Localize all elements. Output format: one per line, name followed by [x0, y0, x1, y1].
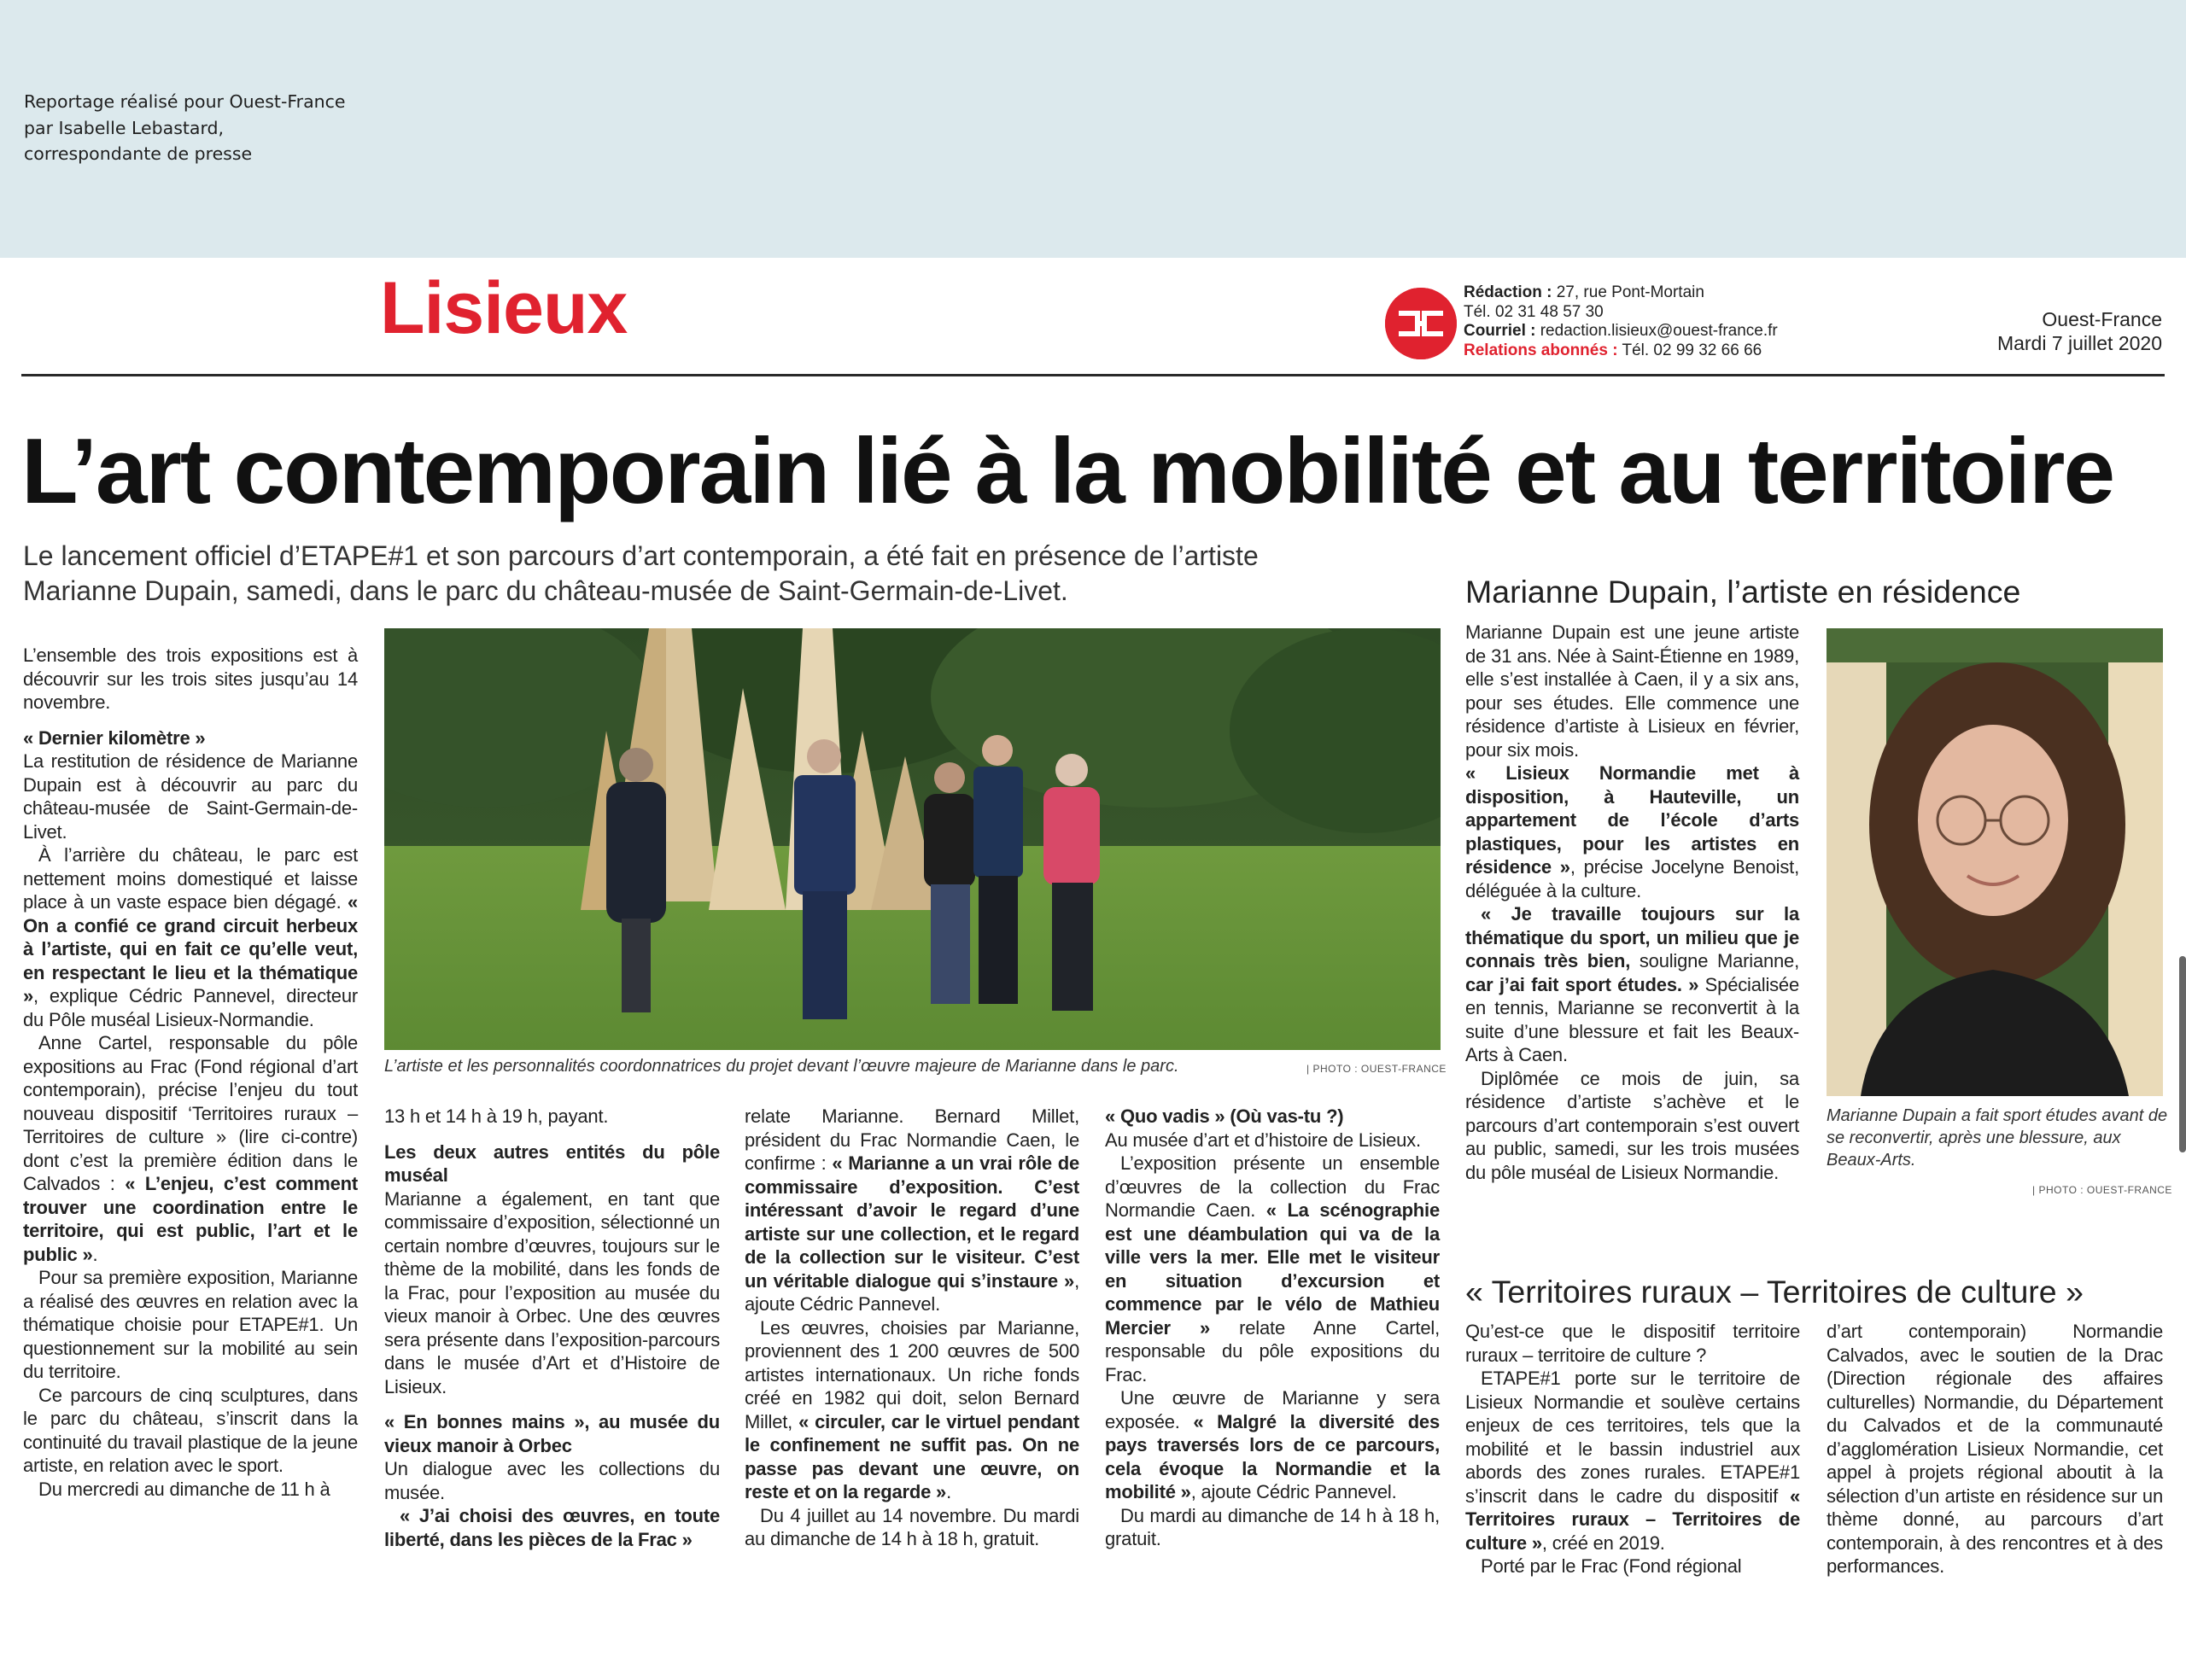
sidebar-territories-column-2 — [1827, 1320, 2163, 1578]
paragraph: Porté par le Frac (Fond régional — [1481, 1555, 1742, 1577]
paragraph — [1105, 1386, 1440, 1504]
quote: « Malgré la diversité des pays traversés lors de ce parcours, cela évoque la Normandie et la mobilité » — [1105, 1410, 1441, 1502]
text: . — [92, 1243, 98, 1265]
text: souligne Marianne, — [1639, 950, 1800, 971]
report-credit — [24, 89, 346, 167]
article-lede: Le lancement officiel d’ETAPE#1 et son parcours d’art contemporain, a été fait en présence de l’artiste Marianne Dupain, samedi, dans le parc du château-musée de Saint-Germain-de-Livet. — [23, 540, 1259, 606]
contact-email: redaction.lisieux@ouest-france.fr — [1535, 322, 1778, 340]
paragraph: Pour sa première exposition, Marianne a réalisé des œuvres en relation avec la thématique choisie pour ETAPE#1. Un questionnement sur la mobilité au sein du territoire. — [23, 1267, 358, 1382]
text: , ajoute Cédric Pannevel. — [1190, 1481, 1397, 1502]
text: relate Anne Cartel, responsable du pôle expositions du Frac. — [1105, 1316, 1440, 1385]
main-photo — [384, 628, 1441, 1050]
text: Une œuvre de Marianne y sera exposée. — [1105, 1387, 1440, 1432]
subheading: « Quo vadis » (Où vas-tu ?) — [1105, 1105, 1344, 1127]
paragraph: La restitution de résidence de Marianne Dupain est à découvrir au parc du château-musée de Saint-Germain-de-Livet. — [23, 750, 358, 843]
publication-date: Mardi 7 juillet 2020 — [1996, 332, 2162, 354]
paragraph — [23, 1031, 358, 1266]
paragraph — [1465, 761, 1799, 902]
section-city-title: Lisieux — [380, 267, 628, 349]
quote: « L’enjeu, c’est comment trouver une coordination entre le territoire, qui est public, l’art et le public » — [23, 1173, 358, 1265]
sidebar-territories-column-1 — [1465, 1320, 1800, 1578]
paragraph: Ce parcours de cinq sculptures, dans le parc du château, s’inscrit dans la continuité du travail plastique de la jeune artiste, en relation avec le sport. — [23, 1384, 358, 1476]
text: À l’arrière du château, le parc est nettement moins domestiqué et laisse place à un vaste espace bien dégagé. — [23, 844, 358, 913]
sidebar-artist-text — [1465, 621, 1799, 1184]
paragraph — [745, 1105, 1079, 1316]
text: relate Marianne. Bernard Millet, président du Frac Normandie Caen, le confirme : — [745, 1105, 1079, 1174]
artist-portrait-photo — [1827, 628, 2163, 1096]
scrollbar-thumb[interactable] — [2179, 956, 2186, 1152]
quote: « Territoires ruraux – Territoires de culture » — [1465, 1485, 1800, 1554]
contact-address: 27, rue Pont-Mortain — [1552, 283, 1704, 301]
text: Les œuvres, choisies par Marianne, proviennent des 1 200 œuvres de 500 artistes internationaux. Un riche fonds créé en 1982 qui doit, selon Bernard Millet, — [745, 1316, 1079, 1432]
contact-label: Rédaction : — [1464, 283, 1552, 301]
quote: « La scénographie est une déambulation qui va de la ville vers la mer. Elle met le visiteur en situation d’excursion et commence par le vélo de Mathieu Mercier » — [1105, 1199, 1440, 1339]
paragraph — [1465, 902, 1799, 1067]
publication-info — [1997, 307, 2162, 355]
masthead-divider — [21, 374, 2165, 376]
paragraph: Un dialogue avec les collections du musée. — [384, 1458, 720, 1503]
credit-line: correspondante de presse — [24, 143, 253, 164]
sidebar-heading-artist: Marianne Dupain, l’artiste en résidence — [1465, 574, 2021, 610]
text: L’exposition présente un ensemble d’œuvres de la collection du Frac Normandie Caen. — [1105, 1152, 1440, 1221]
paragraph: Du mercredi au dimanche de 11 h à — [38, 1478, 330, 1500]
text: Anne Cartel, responsable du pôle expositions au Frac (Fond régional d’art contemporain), précise l’enjeu du tout nouveau dispositif ‘Territoires ruraux – Territoires de culture » (lire ci-contre) dont c’est la première édition dans le Calvados : — [23, 1032, 358, 1194]
publication-name: Ouest-France — [2042, 308, 2162, 330]
subheading: « En bonnes mains », au musée du vieux manoir à Orbec — [384, 1411, 720, 1456]
quote: « Marianne a un vrai rôle de commissaire d’exposition. C’est intéressant d’avoir le regard d’une artiste sur une collection, et le regard de la collection sur le visiteur. C’est un véritable dialogue qui s’instaure » — [745, 1152, 1079, 1292]
text: ETAPE#1 porte sur le territoire de Lisieux Normandie et soulève certains enjeux de ces territoires, tels que la mobilité et le bassin industriel aux abords des zones rurales. ETAPE#1 s’inscrit dans le cadre du dispositif — [1465, 1368, 1800, 1507]
sidebar-heading-territories: « Territoires ruraux – Territoires de culture » — [1465, 1274, 2084, 1310]
article-column-1 — [23, 644, 358, 1501]
main-photo-credit: | PHOTO : OUEST-FRANCE — [1306, 1063, 1447, 1075]
paragraph: Marianne Dupain est une jeune artiste de 31 ans. Née à Saint-Étienne en 1989, elle s’est installée à Caen, il y a six ans, pour ses études. Elle commence une résidence d’artiste à Lisieux en février, pour six mois. — [1465, 621, 1799, 761]
paragraph: Au musée d’art et d’histoire de Lisieux. — [1105, 1129, 1421, 1151]
text: , ajoute Cédric Pannevel. — [745, 1269, 1079, 1315]
paragraph — [384, 1504, 720, 1551]
paragraph — [1465, 1367, 1800, 1555]
article-headline: L’art contemporain lié à la mobilité et au territoire — [21, 419, 2114, 523]
quote: « circuler, car le virtuel pendant le confinement ne suffit pas. On ne passe pas devant une œuvre, on reste et on la regarde » — [745, 1410, 1079, 1502]
quote: « Je travaille toujours sur la thématique du sport, un milieu que je connais très bien, — [1465, 903, 1799, 971]
article-column-3 — [745, 1105, 1079, 1551]
contact-phone: Tél. 02 31 48 57 30 — [1464, 302, 1604, 321]
paragraph — [745, 1316, 1079, 1504]
text: , créé en 2019. — [1541, 1531, 1665, 1554]
contact-label: Relations abonnés : — [1464, 341, 1618, 359]
paragraph: Diplômée ce mois de juin, sa résidence d’artiste s’achève et le parcours d’art contemporain s’est ouvert au public, samedi, sur les trois musées du pôle muséal de Lisieux Normandie. — [1465, 1067, 1799, 1183]
quote: car j’ai fait sport études. » — [1465, 973, 1699, 995]
paragraph: Du mardi au dimanche de 14 h à 18 h, gratuit. — [1105, 1504, 1440, 1549]
text: . — [946, 1481, 952, 1502]
quote: « Lisieux Normandie met à disposition, à Hauteville, un appartement de l’école d’arts plastiques, pour les artistes en résidence » — [1465, 762, 1799, 878]
paragraph: Marianne a également, en tant que commissaire d’exposition, sélectionné un certain nombre d’œuvres, toujours sur le thème de la mobilité, dans les fonds de la Frac, pour l’exposition au musée du vieux manoir à Orbec. Une des œuvres sera présente dans l’exposition-parcours dans le musée d’Art et d’Histoire de Lisieux. — [384, 1187, 720, 1397]
contact-label: Courriel : — [1464, 322, 1536, 340]
text: , précise Jocelyne Benoist, déléguée à la culture. — [1465, 856, 1799, 901]
ouest-france-logo-icon — [1385, 288, 1457, 359]
paragraph: Qu’est-ce que le dispositif territoire ruraux – territoire de culture ? — [1465, 1321, 1800, 1366]
text: Spécialisée en tennis, Marianne se reconvertit à la suite d’une blessure et fait les Beaux-Arts à Caen. — [1465, 973, 1799, 1065]
credit-line: Reportage réalisé pour Ouest-France — [24, 91, 346, 112]
quote: « On a confié ce grand circuit herbeux à l’artiste, qui en fait ce qu’elle veut, en respectant le lieu et la thématique » — [23, 891, 358, 1006]
credit-line: par Isabelle Lebastard, — [24, 117, 225, 138]
paragraph: d’art contemporain) Normandie Calvados, avec le soutien de la Drac (Direction régionale des affaires culturelles) Normandie, du Département du Calvados et de la communauté d’agglomération Lisieux Normandie, cet appel à projets régional aboutit à la sélection d’un artiste en résidence sur un thème donné, au parcours d’art contemporain, à des rencontres et à des performances. — [1827, 1321, 2163, 1577]
subheading: « Dernier kilomètre » — [23, 726, 206, 749]
text: , explique Cédric Pannevel, directeur du Pôle muséal Lisieux-Normandie. — [23, 985, 358, 1030]
quote: « J’ai choisi des œuvres, en toute liberté, dans les pièces de la Frac » — [384, 1505, 720, 1550]
portrait-credit: | PHOTO : OUEST-FRANCE — [2032, 1184, 2172, 1196]
article-column-2 — [384, 1105, 720, 1551]
paragraph: 13 h et 14 h à 19 h, payant. — [384, 1105, 609, 1127]
subheading: Les deux autres entités du pôle muséal — [384, 1140, 720, 1186]
paragraph: Du 4 juillet au 14 novembre. Du mardi au dimanche de 14 h à 18 h, gratuit. — [745, 1504, 1079, 1549]
paragraph — [1105, 1152, 1440, 1386]
main-photo-caption: L’artiste et les personnalités coordonnatrices du projet devant l’œuvre majeure de Marianne dans le parc. — [384, 1057, 1179, 1076]
article-column-4 — [1105, 1105, 1440, 1551]
paragraph: L’ensemble des trois expositions est à découvrir sur les trois sites jusqu’au 14 novembre. — [23, 645, 358, 713]
contact-subscribers-phone: Tél. 02 99 32 66 66 — [1617, 341, 1762, 359]
portrait-caption: Marianne Dupain a fait sport études avant de se reconvertir, après une blessure, aux Beaux-Arts. — [1827, 1106, 2168, 1170]
newsroom-contact — [1464, 283, 1778, 360]
paragraph — [23, 843, 358, 1031]
